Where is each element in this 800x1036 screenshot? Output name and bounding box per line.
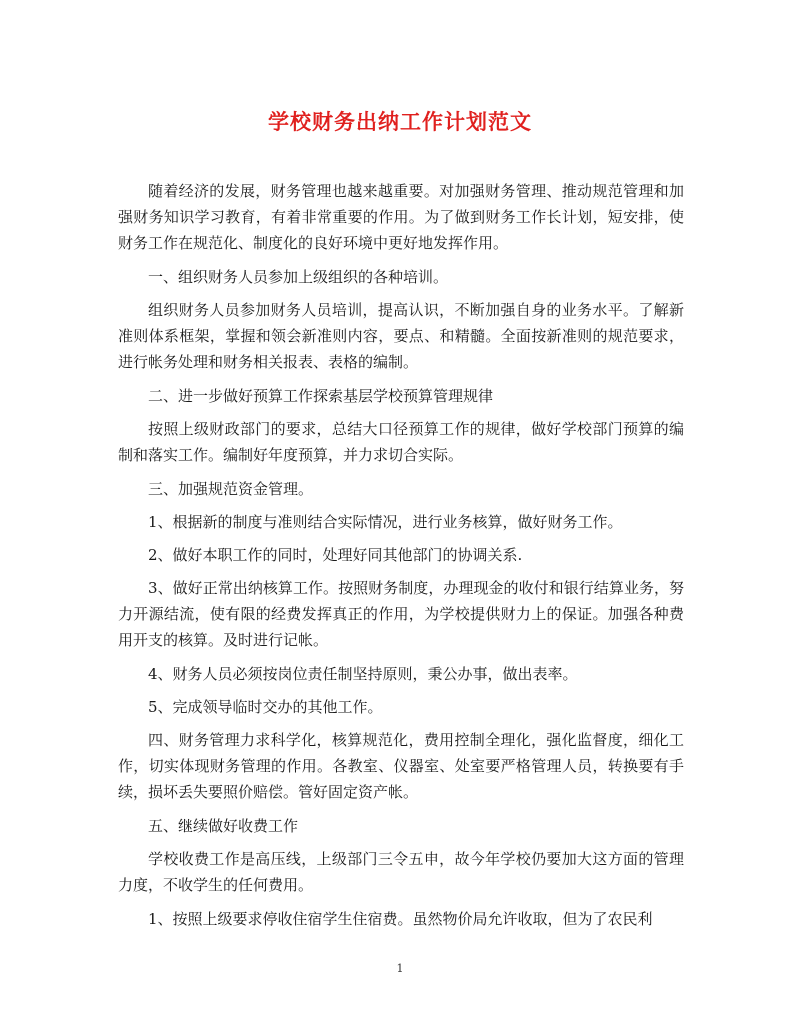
document-body — [118, 178, 684, 939]
list-item-1: 1、根据新的制度与准则结合实际情况，进行业务核算，做好财务工作。 — [148, 513, 623, 531]
list-item-5: 5、完成领导临时交办的其他工作。 — [148, 698, 383, 716]
list-item-2: 2、做好本职工作的同时，处理好同其他部门的协调关系. — [148, 546, 523, 564]
paragraph-training: 组织财务人员参加财务人员培训，提高认识，不断加强自身的业务水平。了解新准则体系框架，掌握和领会新准则内容，要点、和精髓。全面按新准则的规范要求，进行帐务处理和财务相关报表、表格的编制。 — [118, 301, 684, 371]
paragraph-fees: 学校收费工作是高压线，上级部门三令五申，故今年学校仍要加大这方面的管理力度，不收学生的任何费用。 — [118, 850, 684, 894]
list-item-4: 4、财务人员必须按岗位责任制坚持原则，秉公办事，做出表率。 — [148, 665, 578, 683]
section-heading-3: 三、加强规范资金管理。 — [148, 480, 314, 498]
section-heading-4: 四、财务管理力求科学化，核算规范化，费用控制全理化，强化监督度，细化工作，切实体现财务管理的作用。各教室、仪器室、处室要严格管理人员，转换要有手续，损坏丢失要照价赔偿。管好固定资产帐。 — [118, 731, 684, 801]
section-heading-1: 一、组织财务人员参加上级组织的各种培训。 — [148, 268, 449, 286]
section-heading-2: 二、进一步做好预算工作探索基层学校预算管理规律 — [148, 387, 494, 405]
paragraph-intro: 随着经济的发展，财务管理也越来越重要。对加强财务管理、推动规范管理和加强财务知识学习教育，有着非常重要的作用。为了做到财务工作长计划，短安排，使财务工作在规范化、制度化的良好环境中更好地发挥作用。 — [118, 182, 684, 252]
paragraph-budget: 按照上级财政部门的要求，总结大口径预算工作的规律，做好学校部门预算的编制和落实工作。编制好年度预算，并力求切合实际。 — [118, 420, 684, 464]
list-item-fees-1: 1、按照上级要求停收住宿学生住宿费。虽然物价局允许收取，但为了农民利 — [148, 910, 653, 928]
page-number: 1 — [396, 962, 404, 975]
document-title: 学校财务出纳工作计划范文 — [268, 109, 532, 134]
section-heading-5: 五、继续做好收费工作 — [148, 817, 299, 835]
list-item-3: 3、做好正常出纳核算工作。按照财务制度，办理现金的收付和银行结算业务，努力开源结流，使有限的经费发挥真正的作用，为学校提供财力上的保证。加强各种费用开支的核算。及时进行记帐。 — [118, 579, 684, 649]
